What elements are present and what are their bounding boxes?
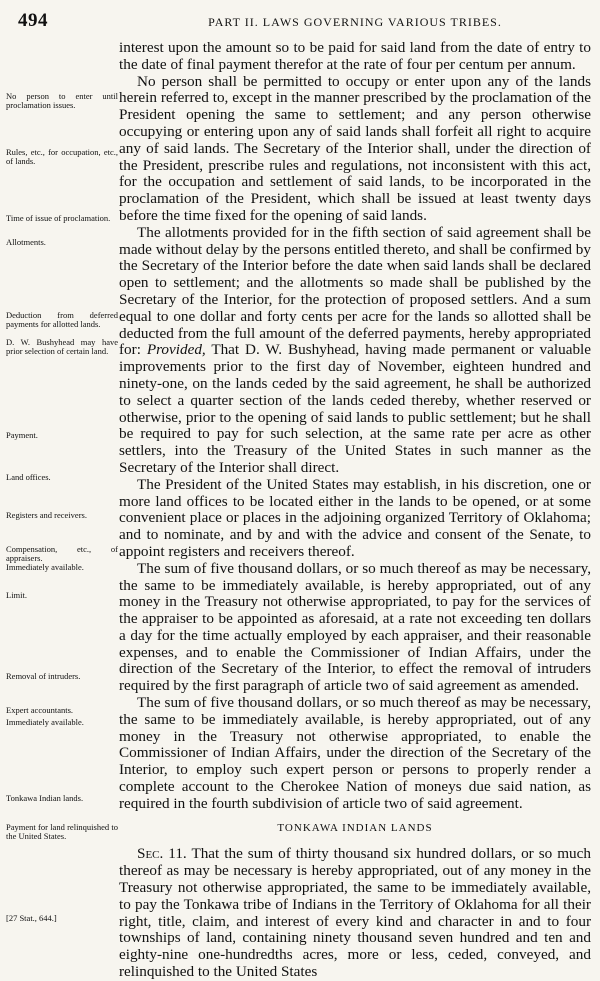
paragraph <box>119 846 591 980</box>
paragraph: The sum of five thousand dollars, or so much thereof as may be necessary, the same to be immediately available, is hereby appropriated, out of any money in the Treasury not otherwise appropriated, to pay for the services of the appraiser to be appointed as aforesaid, at a rate not exceeding ten dollars a day for the time actually employed by each appraiser, and their reasonable expenses, and to enable the Commissioner of Indian Affairs, under the direction of the Secretary of the Interior, to effect the removal of intruders required by the first paragraph of article two of said agreement as amended. <box>119 559 591 695</box>
margin-note: No person to enter until proclamation issues. <box>6 91 118 110</box>
margin-note: Tonkawa Indian lands. <box>6 793 84 803</box>
margin-note: Removal of intruders. <box>6 671 81 681</box>
margin-note: Allotments. <box>6 237 46 247</box>
paragraph-text: That the sum of thirty thousand six hundred dollars, or so much thereof as may be necessary is hereby appropriated, out of any money in the Treasury not otherwise appropriated, the same to be immediately available, to pay the Tonkawa tribe of Indians in the Territory of Oklahoma for all their right, title, claim, and interest of every kind and character in and to four townships of land, containing ninety thousand seven hundred and ten and eighty-nine one-hundredths acres, more or less, ceded, conveyed, and relinquished to the United States <box>119 845 591 981</box>
margin-note: Rules, etc., for occupation, etc., of lands. <box>6 147 118 166</box>
margin-note: [27 Stat., 644.] <box>6 913 57 923</box>
margin-note: Deduction from deferred payments for allotted lands. <box>6 310 118 329</box>
paragraph-text: That D. W. Bushyhead, having made permanent or valuable improvements prior to the first day of November, eighteen hundred and ninety-one, on the lands ceded by the said agreement, he shall be authorized to select a quarter section of the lands ceded thereby, whether reserved or otherwise, prior to the opening of said lands to public settlement; but he shall be required to pay for such selection, at the same rate per acre as other settlers, into the Treasury of the United States in such manner as the Secretary of the Interior shall direct. <box>119 341 591 476</box>
running-head: PART II. LAWS GOVERNING VARIOUS TRIBES. <box>208 15 502 29</box>
page-number: 494 <box>18 10 48 31</box>
margin-note: Expert accountants. <box>6 705 74 715</box>
paragraph: The President of the United States may establish, in his discretion, one or more land offices to be located either in the lands to be opened, or at some convenient place or places in the adjoining organized Territory of Oklahoma; and to nominate, and by and with the advice and consent of the Senate, to appoint registers and receivers thereof. <box>119 475 591 560</box>
margin-note: Payment for land relinquished to the United States. <box>6 822 118 841</box>
margin-note: Payment. <box>6 430 38 440</box>
provided-italic: Provided, <box>146 341 206 359</box>
paragraph-text: The allotments provided for in the fifth section of said agreement shall be made without delay by the persons entitled thereto, and shall be confirmed by the Secretary of the Interior before the date when said lands shall be declared open to settlement; and the allotments so made shall be published by the Secretary of the Interior, for the protection of proposed settlers. And a sum equal to one dollar and forty cents per acre for the lands so allotted shall be deducted from the full amount of the deferred payments, hereby appropriated for: <box>119 223 591 359</box>
margin-note: Limit. <box>6 590 28 600</box>
margin-note: Compensation, etc., of appraisers. <box>6 544 118 563</box>
page-header <box>12 8 588 34</box>
section-title: TONKAWA INDIAN LANDS <box>277 821 433 834</box>
paragraph: No person shall be permitted to occupy or enter upon any of the lands herein referred to, except in the manner prescribed by the proclamation of the President opening the same to settlement; and any person otherwise occupying or entering upon any of said lands shall forfeit all right to acquire any of said lands. The Secretary of the Interior shall, under the direction of the President, prescribe rules and regulations, not inconsistent with this act, for the occupation and settlement of said lands, to be incorporated in the proclamation of the President, which shall be issued at least twenty days before the time fixed for the opening of said lands. <box>119 72 591 224</box>
margin-note: Time of issue of proclamation. <box>6 213 111 223</box>
margin-note: Immediately available. <box>6 562 84 572</box>
margin-note: Registers and receivers. <box>6 510 87 520</box>
margin-note: Immediately available. <box>6 717 84 727</box>
section-number: Sec. 11. <box>137 845 187 863</box>
body-text <box>119 40 591 981</box>
paragraph <box>119 225 591 477</box>
paragraph: The sum of five thousand dollars, or so much thereof as may be necessary, the same to be immediately available, is hereby appropriated, out of any money in the Treasury not otherwise appropriated, to enable the Commissioner of Indian Affairs, under the direction of the Secretary of the Interior, to employ such expert person or persons to properly render a complete account to the Cherokee Nation of moneys due said nation, as required in the fourth subdivision of article two of said agreement. <box>119 694 591 812</box>
paragraph: interest upon the amount so to be paid for said land from the date of entry to the date of final payment therefor at the rate of four per centum per annum. <box>119 39 591 73</box>
margin-note: Land offices. <box>6 472 51 482</box>
margin-note: D. W. Bushyhead may have prior selection of certain land. <box>6 337 118 356</box>
